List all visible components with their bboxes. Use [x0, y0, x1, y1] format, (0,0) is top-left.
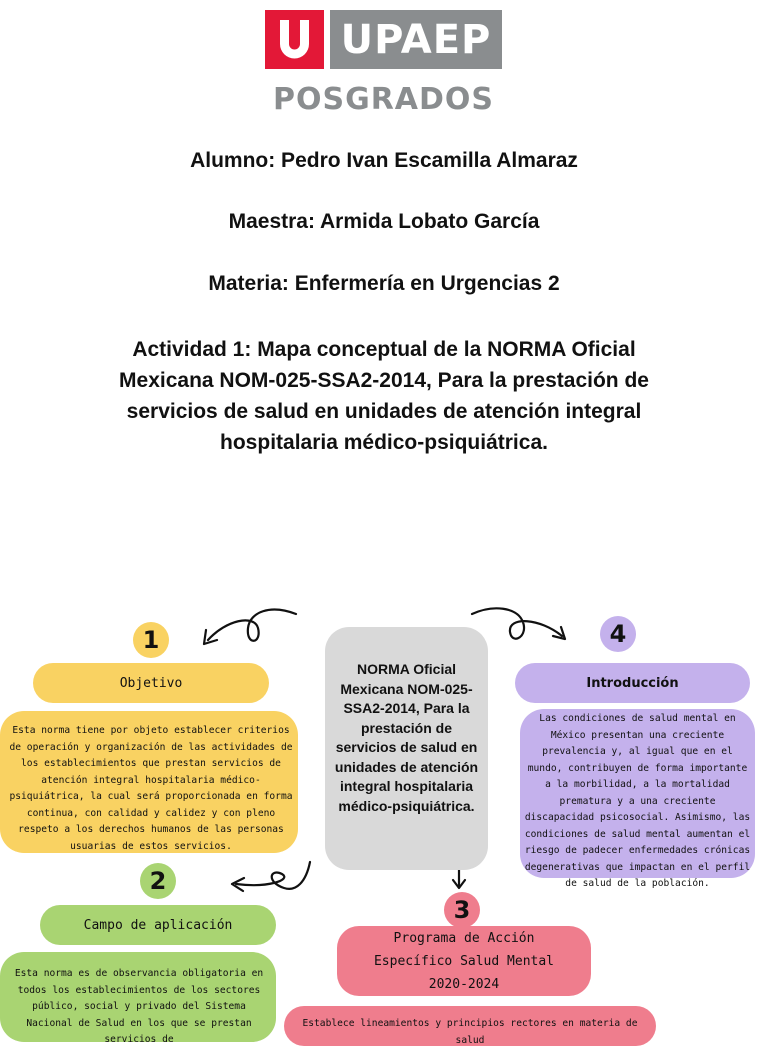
logo-subtitle: POSGRADOS — [272, 82, 495, 117]
number-badge-4: 4 — [600, 616, 636, 652]
arrow-to-objetivo — [208, 610, 296, 641]
campo-title: Campo de aplicación — [40, 905, 276, 945]
programa-text: Establece lineamientos y principios rectores en materia de salud — [284, 1006, 656, 1046]
introduccion-text: Las condiciones de salud mental en México presentan una creciente prevalencia y, al igual que en el mundo, contribuyen de forma importante a la morbilidad, a la mortalidad prematura y a una creciente discapacidad psicosocial. Asimismo, las condiciones de salud mental aumentan el riesgo de padecer enfermedades crónicas degenerativas que impactan en el perfil de salud de la población. — [520, 709, 755, 878]
objetivo-title: Objetivo — [33, 663, 269, 703]
objetivo-text: Esta norma tiene por objeto establecer criterios de operación y organización de las actividades de los establecimientos que prestan servicios de atención integral hospitalaria médico-psiquiátrica, la cual será proporcionada en forma continua, con calidad y calidez y con pleno respeto a los derechos humanos de las personas usuarias de estos servicios. — [0, 711, 298, 853]
campo-text: Esta norma es de observancia obligatoria en todos los establecimientos de los sectores público, social y privado del Sistema Nacional de Salud en los que se prestan servicios de — [0, 952, 276, 1042]
number-badge-1: 1 — [133, 622, 169, 658]
center-concept-node: NORMA Oficial Mexicana NOM-025-SSA2-2014, Para la prestación de servicios de salud en unidades de atención integral hospitalaria médico-psiquiátrica. — [325, 627, 488, 870]
subject-name: Materia: Enfermería en Urgencias 2 — [208, 272, 560, 295]
activity-title: Actividad 1: Mapa conceptual de la NORMA Oficial Mexicana NOM-025-SSA2-2014, Para la prestación de servicios de salud en unidades de atención integral hospitalaria médico-psiquiátrica. — [119, 338, 649, 454]
logo-name: UPAEP — [330, 10, 502, 69]
student-name: Alumno: Pedro Ivan Escamilla Almaraz — [190, 149, 578, 172]
arrow-to-campo — [236, 862, 310, 889]
number-badge-3: 3 — [444, 892, 480, 928]
teacher-name: Maestra: Armida Lobato García — [228, 210, 540, 233]
programa-title: Programa de Acción Específico Salud Mental 2020-2024 — [337, 926, 591, 996]
number-badge-2: 2 — [140, 863, 176, 899]
arrow-to-introduccion — [472, 608, 562, 638]
introduccion-title: Introducción — [515, 663, 750, 703]
